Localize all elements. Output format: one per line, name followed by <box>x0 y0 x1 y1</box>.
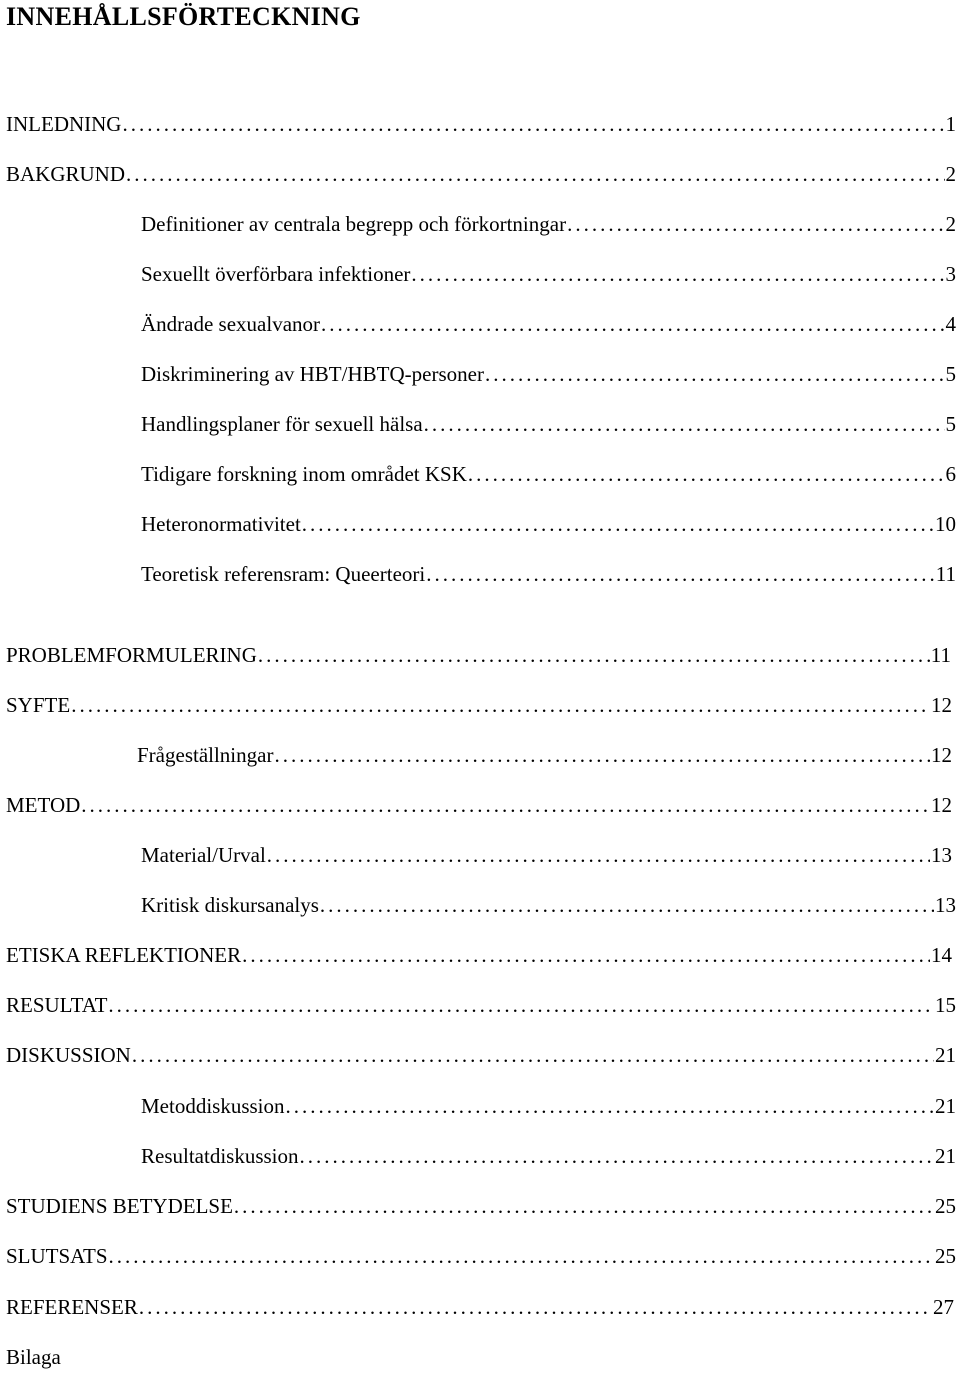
toc-entry-page: 5 <box>945 412 956 436</box>
toc-entry <box>141 1091 956 1121</box>
dot-leader <box>122 109 944 139</box>
toc-entry <box>6 640 951 670</box>
dot-leader <box>234 1191 934 1221</box>
toc-entry-label: METOD <box>6 793 81 817</box>
toc-entry-label: PROBLEMFORMULERING <box>6 643 257 667</box>
toc-entry <box>141 209 956 239</box>
toc-entry-page: 27 <box>933 1295 954 1319</box>
dot-leader <box>424 409 945 439</box>
dot-leader <box>468 459 945 489</box>
toc-entry-label: Kritisk diskursanalys <box>141 893 319 917</box>
dot-leader <box>567 209 944 239</box>
toc-entry-label: Ändrade sexualvanor <box>141 312 321 336</box>
dot-leader <box>139 1292 932 1322</box>
toc-entry-page: 5 <box>945 362 956 386</box>
toc-entry-label: Resultatdiskussion <box>141 1144 299 1168</box>
toc-entry-page: 2 <box>945 162 956 186</box>
toc-entry <box>141 840 952 870</box>
dot-leader <box>71 690 930 720</box>
toc-entry <box>141 890 956 920</box>
toc-entry-label: Frågeställningar <box>137 743 274 767</box>
toc-entry-page: 15 <box>935 993 956 1017</box>
toc-entry-page: 11 <box>930 643 951 667</box>
dot-leader <box>274 740 930 770</box>
appendix-label: Bilaga <box>6 1345 61 1369</box>
toc-entry-page: 11 <box>935 562 956 586</box>
toc-entry <box>137 740 952 770</box>
toc-entry-label: RESULTAT <box>6 993 108 1017</box>
toc-entry-page: 25 <box>935 1194 956 1218</box>
dot-leader <box>109 1241 934 1271</box>
toc-entry-label: Material/Urval <box>141 843 266 867</box>
toc-entry-label: SYFTE <box>6 693 71 717</box>
dot-leader <box>258 640 930 670</box>
dot-leader <box>81 790 930 820</box>
toc-entry-page: 12 <box>931 743 952 767</box>
toc-entry-page: 2 <box>945 212 956 236</box>
toc-entry-label: Metoddiskussion <box>141 1094 285 1118</box>
toc-entry <box>141 409 956 439</box>
toc-entry-page: 13 <box>931 843 952 867</box>
toc-entry <box>141 309 956 339</box>
toc-entry-label: Heteronormativitet <box>141 512 301 536</box>
toc-entry-page: 1 <box>945 112 956 136</box>
toc-entry-page: 21 <box>935 1094 956 1118</box>
dot-leader <box>242 940 930 970</box>
toc-entry <box>141 359 956 389</box>
toc-entry-label: INLEDNING <box>6 112 122 136</box>
toc-entry <box>6 690 952 720</box>
toc-entry-label: Diskriminering av HBT/HBTQ-personer <box>141 362 484 386</box>
toc-entry <box>6 940 952 970</box>
toc-entry-page: 10 <box>935 512 956 536</box>
toc-entry <box>6 1292 954 1322</box>
dot-leader <box>302 509 934 539</box>
toc-entry <box>6 1191 956 1221</box>
toc-entry <box>6 109 956 139</box>
toc-entry-page: 14 <box>931 943 952 967</box>
toc-entry-page: 12 <box>931 793 952 817</box>
toc-entry <box>141 259 956 289</box>
toc-entry <box>6 790 952 820</box>
toc-entry-page: 12 <box>931 693 952 717</box>
toc-entry-label: Teoretisk referensram: Queerteori <box>141 562 426 586</box>
dot-leader <box>108 990 934 1020</box>
dot-leader <box>300 1141 934 1171</box>
toc-entry <box>6 1241 956 1271</box>
toc-entry <box>141 1141 956 1171</box>
toc-entry-label: Definitioner av centrala begrepp och förkortningar <box>141 212 567 236</box>
dot-leader <box>320 890 934 920</box>
toc-entry-label: BAKGRUND <box>6 162 126 186</box>
toc-entry-label: Sexuellt överförbara infektioner <box>141 262 411 286</box>
toc-entry <box>141 559 956 589</box>
toc-entry-label: DISKUSSION <box>6 1043 131 1067</box>
toc-entry-page: 21 <box>935 1043 956 1067</box>
toc-entry-label: Tidigare forskning inom området KSK <box>141 462 467 486</box>
toc-entry <box>6 990 956 1020</box>
toc-entry-label: ETISKA REFLEKTIONER <box>6 943 242 967</box>
toc-entry-page: 4 <box>945 312 956 336</box>
toc-entry-page: 6 <box>945 462 956 486</box>
toc-entry-page: 21 <box>935 1144 956 1168</box>
dot-leader <box>267 840 930 870</box>
dot-leader <box>286 1091 934 1121</box>
toc-entry-label: STUDIENS BETYDELSE <box>6 1194 233 1218</box>
toc-title: INNEHÅLLSFÖRTECKNING <box>6 2 361 31</box>
toc-entry-label: Handlingsplaner för sexuell hälsa <box>141 412 423 436</box>
toc-entry <box>6 159 956 189</box>
toc-entry-label: REFERENSER <box>6 1295 138 1319</box>
toc-entry-label: SLUTSATS <box>6 1244 108 1268</box>
dot-leader <box>485 359 945 389</box>
dot-leader <box>132 1040 934 1070</box>
dot-leader <box>411 259 944 289</box>
dot-leader <box>426 559 935 589</box>
dot-leader <box>321 309 944 339</box>
toc-entry-page: 25 <box>935 1244 956 1268</box>
toc-entry <box>141 509 956 539</box>
toc-entry-page: 3 <box>945 262 956 286</box>
toc-entry <box>6 1040 956 1070</box>
toc-entry-page: 13 <box>935 893 956 917</box>
dot-leader <box>126 159 944 189</box>
toc-entry <box>141 459 956 489</box>
